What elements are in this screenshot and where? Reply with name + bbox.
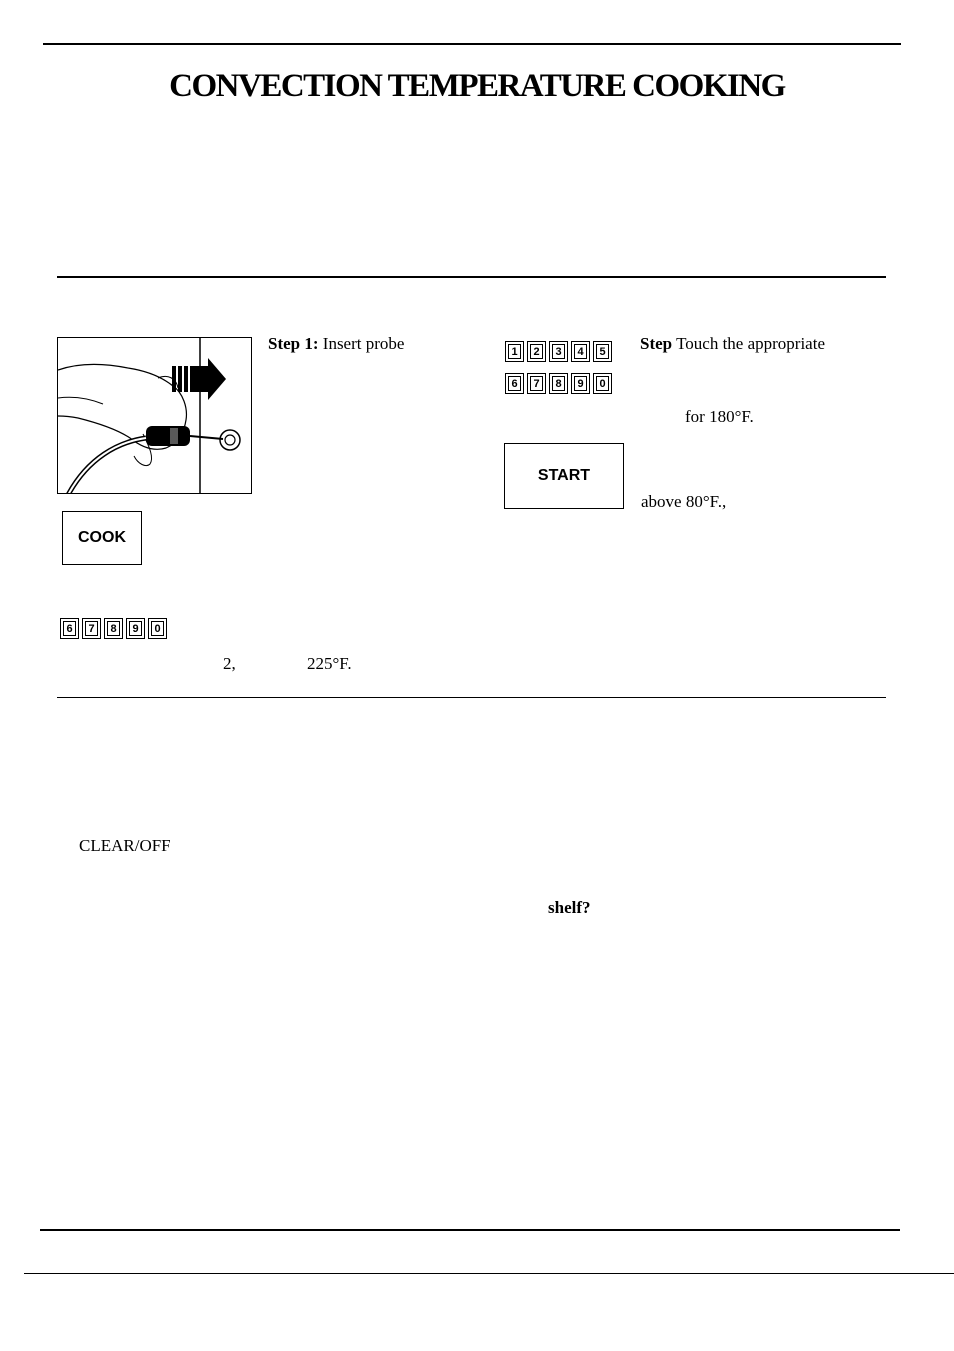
number-key[interactable]: 6	[505, 373, 524, 394]
bottom-rule	[40, 1229, 900, 1231]
number-key[interactable]: 0	[148, 618, 167, 639]
number-key[interactable]: 1	[505, 341, 524, 362]
above-80-text: above 80°F.,	[641, 492, 727, 511]
footer-rule	[24, 1273, 954, 1274]
page-title: CONVECTION TEMPERATURE COOKING	[169, 68, 785, 104]
keypad-right-top	[505, 341, 612, 362]
step-2-label: Step	[640, 334, 673, 353]
keypad-left	[60, 618, 167, 639]
number-key[interactable]: 8	[549, 373, 568, 394]
step-2-text	[640, 335, 825, 352]
number-key[interactable]: 8	[104, 618, 123, 639]
number-key[interactable]: 2	[527, 341, 546, 362]
probe-insert-illustration	[57, 337, 252, 494]
number-key[interactable]: 7	[527, 373, 546, 394]
step-1-label: Step 1:	[268, 334, 319, 353]
number-2-text: 2,	[223, 654, 236, 673]
start-key[interactable]	[504, 443, 624, 509]
temp-180-text: for 180°F.	[685, 407, 754, 426]
keypad-right-bottom	[505, 373, 612, 394]
number-key[interactable]: 7	[82, 618, 101, 639]
number-key[interactable]: 0	[593, 373, 612, 394]
number-key[interactable]: 9	[571, 373, 590, 394]
number-key[interactable]: 6	[60, 618, 79, 639]
cook-key[interactable]	[62, 511, 142, 565]
cook-key-label: COOK	[78, 529, 126, 546]
temp-225-text: 225°F.	[307, 654, 352, 673]
number-key[interactable]: 3	[549, 341, 568, 362]
step-2-instruction: Touch the appropriate	[676, 334, 825, 353]
step-1-text	[268, 335, 404, 352]
shelf-text: shelf?	[548, 898, 591, 917]
hand-probe-icon	[58, 338, 252, 494]
number-key[interactable]: 4	[571, 341, 590, 362]
number-key[interactable]: 5	[593, 341, 612, 362]
section-rule-top	[57, 276, 886, 278]
clear-off-text: CLEAR/OFF	[79, 836, 171, 855]
section-rule-bottom	[57, 697, 886, 698]
step-1-instruction: Insert probe	[322, 334, 405, 353]
start-key-label: START	[537, 467, 591, 484]
number-key[interactable]: 9	[126, 618, 145, 639]
top-rule	[43, 43, 901, 45]
